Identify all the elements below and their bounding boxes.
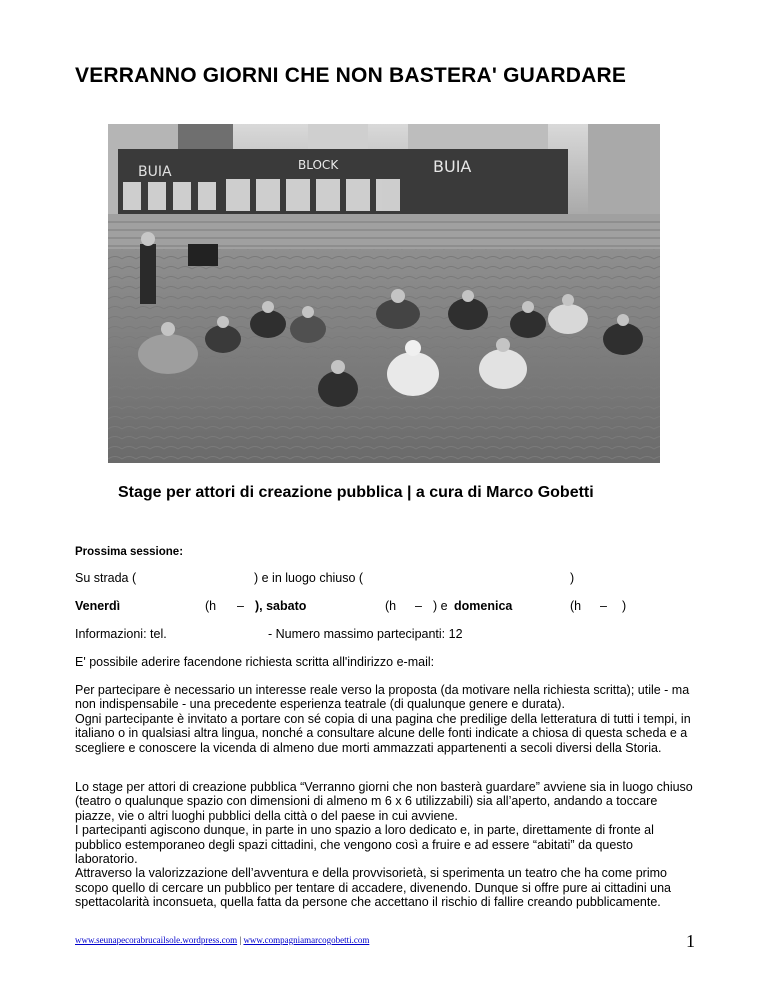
close-paren: ) [622, 599, 627, 613]
time-dash: – [600, 599, 607, 613]
time-dash: – [415, 599, 422, 613]
page-number: 1 [686, 931, 695, 951]
time-dash: – [237, 599, 244, 613]
time-h: (h [205, 599, 217, 613]
subtitle: Stage per attori di creazione pubblica | a cura di Marco Gobetti [118, 484, 594, 501]
workshop-photo [108, 124, 660, 463]
description-text: Lo stage per attori di creazione pubblica “Verranno giorni che non basterà guardare” avviene sia in luogo chiuso (teatro o qualunque spazio con dimensioni di almeno m 6 x 6 utilizzabili) sia all’aperto, andando a toccare piazze, vie o altri luoghi pubblici della città o del paese in cui avviene. [75, 780, 693, 823]
document-title: VERRANNO GIORNI CHE NON BASTERA' GUARDARE [75, 64, 627, 87]
footer-link-site[interactable]: www.compagniamarcogobetti.com [243, 935, 370, 945]
description-text: I partecipanti agiscono dunque, in parte in uno spazio a loro dedicato e, in parte, direttamente di fronte al pubblico estemporaneo degli spazi cittadini, che vengono così a fruire e ad essere “abitati” da questo laboratorio. [75, 823, 654, 867]
footer-separator: | [237, 935, 244, 945]
session-heading: Prossima sessione: [75, 546, 184, 558]
graffiti-text: BUIA [138, 164, 172, 180]
workshop-photo-illustration [108, 124, 660, 463]
time-h: (h [385, 599, 397, 613]
e-label: ) e [433, 599, 448, 613]
close-paren: ) [570, 571, 575, 585]
time-h: (h [570, 599, 582, 613]
graffiti-text: BLOCK [298, 158, 339, 172]
requirements-text: Ogni partecipante è invitato a portare con sé copia di una pagina che predilige della letteratura di tutti i tempi, in italiano o in qualsiasi altra lingua, nonché a consultare alcune delle fonti indicate a chiosa di questa scheda e a scegliere e conoscere la vicenda di almeno due morti ammazzati appartenenti a secoli diversi della Storia. [75, 711, 691, 755]
description-text: Attraverso la valorizzazione dell’avventura e della provvisorietà, si sperimenta un teatro che ha come primo scopo quello di cercare un pubblico per tentare di accadere, divenendo. Dunque si offre pure ai cittadini una spettacolarità inconsueta, quella fatta da persone che accettano il rischio di fallire creando pubblicamente. [75, 866, 671, 910]
domenica-label: domenica [454, 599, 513, 613]
strada-label: Su strada ( [75, 571, 137, 585]
email-line: E' possibile aderire facendone richiesta scritta all'indirizzo e-mail: [75, 655, 435, 669]
max-participants: - Numero massimo partecipanti: 12 [268, 627, 463, 641]
requirements-paragraph [75, 683, 695, 755]
luogo-chiuso-label: ) e in luogo chiuso ( [254, 571, 364, 585]
requirements-text: Per partecipare è necessario un interesse reale verso la proposta (da motivare nella richiesta scritta); utile - ma non indispensabile - una precedente esperienza teatrale (di qualunque genere e durata). [75, 683, 690, 712]
footer [75, 935, 369, 945]
description-paragraph [75, 780, 695, 910]
venerdi-label: Venerdì [75, 599, 121, 613]
graffiti-text: BUIA [433, 157, 472, 176]
info-label: Informazioni: tel. [75, 627, 167, 641]
footer-link-blog[interactable]: www.seunapecorabrucailsole.wordpress.com [75, 935, 238, 945]
sabato-label: ), sabato [255, 599, 307, 613]
